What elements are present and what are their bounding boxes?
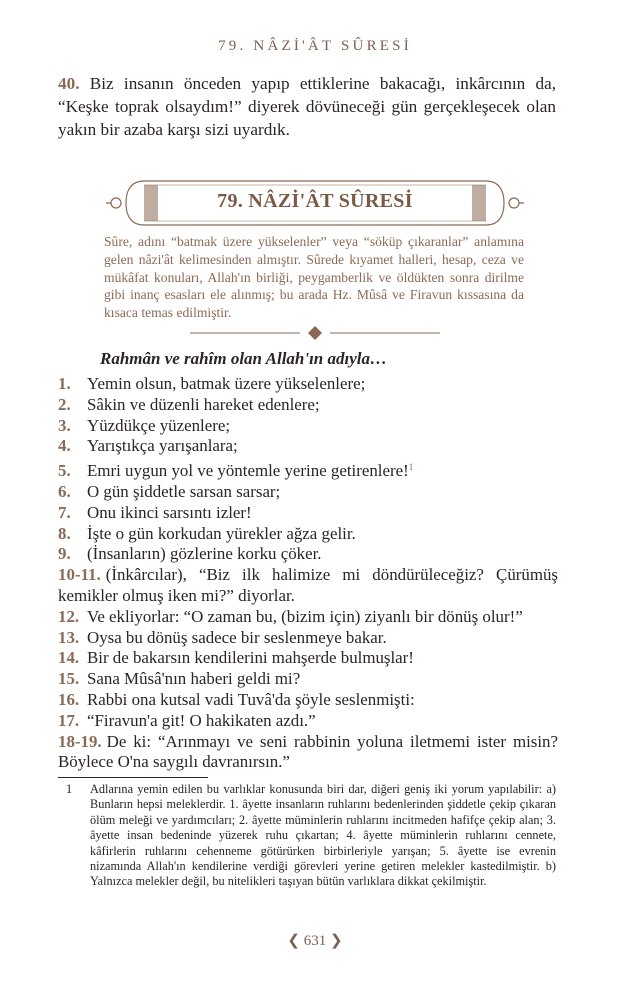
previous-verse	[58, 72, 556, 141]
verse-number: 1.	[58, 374, 71, 393]
ornament-right-icon: ❯	[326, 933, 343, 949]
verse	[58, 374, 558, 395]
verse	[58, 648, 558, 669]
verse	[58, 416, 558, 437]
verse-number: 14.	[58, 648, 80, 668]
verse	[58, 436, 558, 457]
ornament-left-icon: ❮	[287, 933, 304, 949]
verse-number: 40.	[58, 74, 80, 93]
verse	[58, 732, 558, 774]
verse	[58, 690, 558, 711]
verse-text: Yarıştıkça yarışanlara;	[87, 436, 238, 456]
footnote	[66, 782, 556, 890]
verse-text: (İnsanların) gözlerine korku çöker.	[87, 544, 322, 564]
verse	[58, 524, 558, 545]
verse-number: 4.	[58, 436, 71, 456]
ornament-divider	[190, 324, 440, 342]
verse	[58, 628, 558, 649]
verse-text: O gün şiddetle sarsan sarsar;	[87, 481, 281, 501]
verse-number: 18-19.	[58, 731, 102, 751]
verse	[58, 544, 558, 565]
verse	[58, 711, 558, 732]
verse-text: Onu ikinci sarsıntı izler!	[87, 502, 252, 522]
verse-text: Sâkin ve düzenli hareket edenlere;	[87, 394, 320, 414]
running-head: 79. NÂZİ'ÂT SÛRESİ	[218, 38, 412, 54]
verse-number: 8.	[58, 523, 71, 543]
verse-number: 17.	[58, 710, 80, 730]
verse-number: 16.	[58, 689, 80, 709]
verse-number: 9.	[58, 544, 71, 564]
surah-title: 79. NÂZİ'ÂT SÛRESİ	[217, 190, 413, 212]
verse-text: Oysa bu dönüş sadece bir seslenmeye bakar.	[87, 627, 387, 647]
verse-number: 10-11.	[58, 565, 101, 585]
verse-text: Rabbi ona kutsal vadi Tuvâ'da şöyle seslenmişti:	[87, 689, 415, 709]
verse-text: İşte o gün korkudan yürekler ağza gelir.	[87, 523, 356, 543]
page-number	[0, 931, 630, 950]
verse-text: “Firavun'a git! O hakikaten azdı.”	[87, 710, 316, 730]
verse-number: 12.	[58, 606, 80, 626]
page-number-value: 631	[303, 933, 327, 949]
verse	[58, 503, 558, 524]
verse	[58, 565, 558, 607]
verse-number: 6.	[58, 481, 71, 501]
verse-number: 15.	[58, 669, 80, 689]
basmala: Rahmân ve rahîm olan Allah'ın adıyla…	[100, 349, 388, 368]
verse-number: 2.	[58, 394, 71, 414]
verse-text: (İnkârcılar), “Biz ilk halimize mi döndürüleceğiz? Çürümüş kemikler olmuş iken mi?” diyorlar.	[58, 565, 558, 605]
verse-text: Bir de bakarsın kendilerini mahşerde bulmuşlar!	[87, 648, 414, 668]
verse-number: 5.	[58, 461, 71, 481]
footnote-ref[interactable]: 1	[408, 462, 414, 473]
verse-number: 3.	[58, 415, 71, 435]
verse-text: Sana Mûsâ'nın haberi geldi mi?	[87, 669, 301, 689]
footnote-marker: 1	[66, 782, 73, 796]
verse	[58, 607, 558, 628]
verse-text: Ve ekliyorlar: “O zaman bu, (bizim için) ziyanlı bir dönüş olur!”	[87, 606, 523, 626]
verse-number: 13.	[58, 627, 80, 647]
verse-text: De ki: “Arınmayı ve seni rabbinin yoluna iletmemi ister misin? Böylece O'na saygılı davranırsın.”	[58, 731, 558, 772]
verse-text: Emri uygun yol ve yöntemle yerine getirenlere!	[87, 461, 409, 481]
verse	[58, 669, 558, 690]
verse-text: Yemin olsun, batmak üzere yükselenlere;	[87, 374, 366, 393]
footnote-text: Adlarına yemin edilen bu varlıklar konusunda biri dar, diğeri geniş iki yorum yapılabilir: a) Bunların hepsi meleklerdir. 1. âyette insanların ruhlarını bedenlerinden şiddetle çekip çıkaran ölüm meleği ve yardımcıları; 2. âyette müminlerin ruhlarını incitmeden hafifçe çekip alan; 3. âyette insan bedeninde yüzerek ruhu çıkartan; 4. âyette müminlerin ruhlarını cennete, kâfirlerin ruhlarını cehenneme götürürken birbirleriyle yarışan; 5. âyette ise evrenin nizamında Allah'ın kendilerine verdiği görevleri yerine getiren melekler kastedilmiştir. b) Yalnızca melekler değil, bu nitelikleri taşıyan bütün varlıklara dikkat çekilmiştir.	[90, 782, 556, 889]
verse	[58, 482, 558, 503]
verse-number: 7.	[58, 502, 71, 522]
verse	[58, 457, 558, 482]
verse	[58, 395, 558, 416]
verse-text: Biz insanın önceden yapıp ettiklerine bakacağı, inkârcının da, “Keşke toprak olsaydım!” diyerek dövüneceği gün gerçekleşecek olan yakın bir azaba karşı sizi uyardık.	[58, 74, 556, 139]
verse-text: Yüzdükçe yüzenlere;	[87, 415, 231, 435]
surah-intro: Sûre, adını “batmak üzere yükselenler” veya “söküp çıkaranlar” anlamına gelen nâzi'ât kelimesinden almıştır. Sûrede kıyamet halleri, hesap, ceza ve mükâfat konuları, Allah'ın birliği, peygamberlik ve öldükten sonra dirilme gibi inanç esasları ele alınmış; bu arada Hz. Mûsâ ve Firavun kıssasına da kısaca temas edilmiştir.	[104, 234, 524, 321]
footnote-divider	[58, 777, 208, 778]
verse-list	[58, 374, 558, 773]
